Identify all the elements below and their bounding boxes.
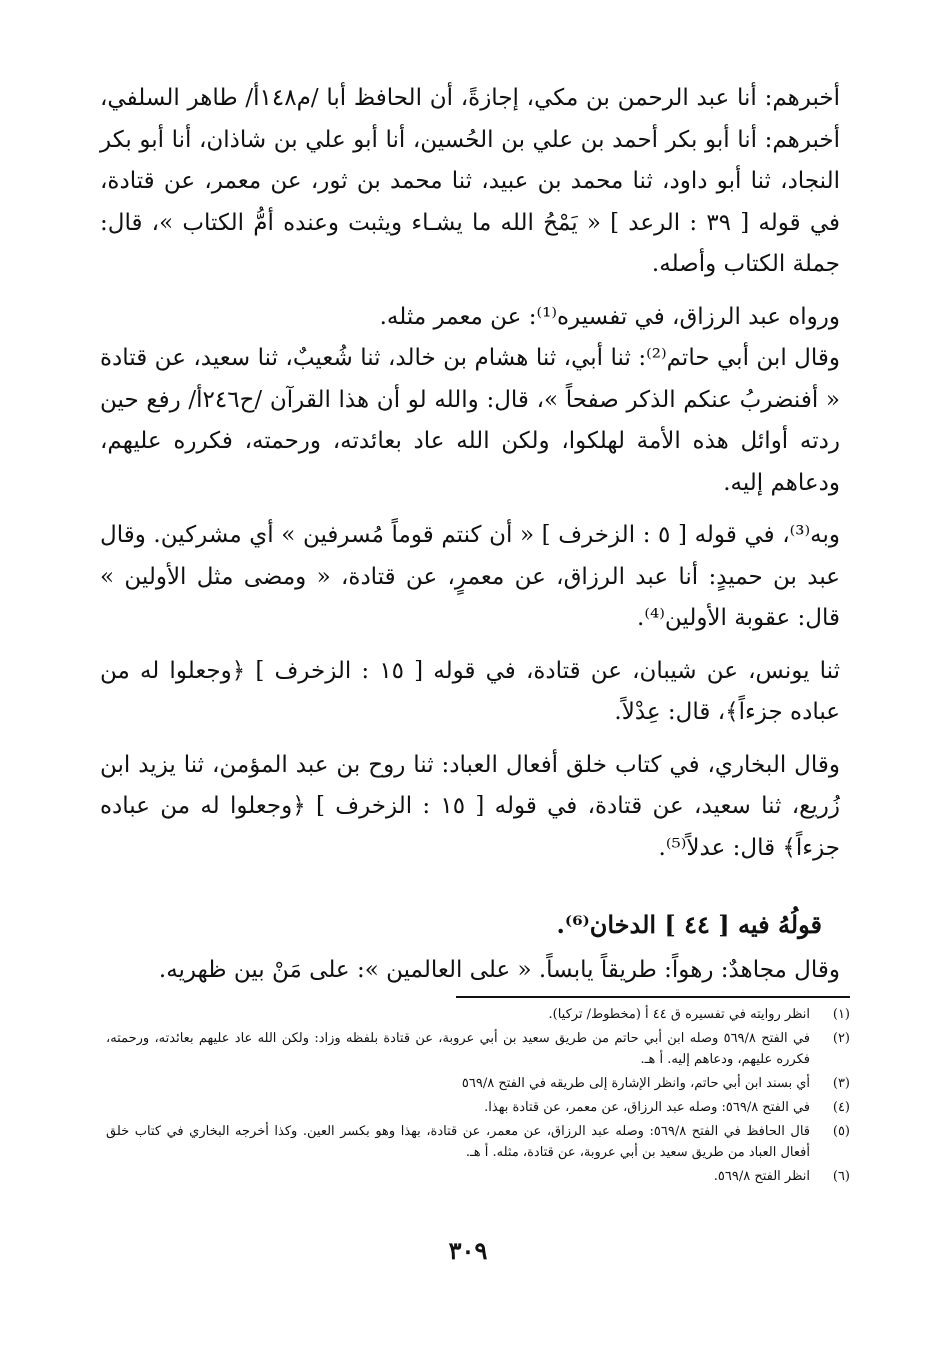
paragraph-3: وقال ابن أبي حاتم⁽²⁾: ثنا أبي، ثنا هشام بن خالد، ثنا شُعيبٌ، ثنا سعيد، عن قتادة « أفنضربُ عنكم الذكر صفحاً »، قال: والله لو أن هذا القرآن /ح٢٤٦أ/ رفع حين ردته أوائل هذه الأمة لهلكوا، ولكن الله عاد بعائدته، ورحمته، فكرره عليهم، ودعاهم إليه. bbox=[100, 345, 840, 496]
section-heading: قولُهُ فيه [ ٤٤ ] الدخان⁽⁶⁾. bbox=[556, 910, 822, 939]
footnote bbox=[106, 1097, 850, 1118]
footnotes bbox=[106, 1004, 850, 1190]
paragraph-6: وقال البخاري، في كتاب خلق أفعال العباد: ثنا روح بن عبد المؤمن، ثنا يزيد ابن زُريع، ثنا سعيد، عن قتادة، في قوله [ ١٥ : الزخرف ] ﴿وجعلوا له من عباده جزءاً﴾ قال: عدلاً⁽⁵⁾. bbox=[100, 751, 840, 861]
footnote-number: (٤) bbox=[832, 1100, 850, 1115]
footnote bbox=[106, 1166, 850, 1187]
main-text bbox=[100, 78, 840, 869]
footnote-text: في الفتح ٥٦٩/٨: وصله عبد الرزاق، عن معمر، عن قتادة بهذا. bbox=[484, 1100, 810, 1115]
paragraph-2: ورواه عبد الرزاق، في تفسيره⁽¹⁾: عن معمر مثله. bbox=[379, 303, 840, 330]
footnote-text: أي بسند ابن أبي حاتم، وانظر الإشارة إلى طريقه في الفتح ٥٦٩/٨ bbox=[461, 1076, 810, 1091]
footnote-number: (١) bbox=[832, 1007, 850, 1022]
paragraph-1: أخبرهم: أنا عبد الرحمن بن مكي، إجازةً، أن الحافظ أبا /م١٤٨أ/ طاهر السلفي، أخبرهم: أنا أبو بكر أحمد بن علي بن الحُسين، أنا أبو علي بن شاذان، أنا أبو بكر النجاد، ثنا أبو داود، ثنا محمد بن عبيد، ثنا محمد بن ثور، عن معمر، عن قتادة، في قوله [ ٣٩ : الرعد ] « يَمْحُ الله ما يشـاء ويثبت وعنده أمُّ الكتاب »، قال: جملة الكتاب وأصله. bbox=[100, 85, 840, 277]
footnote bbox=[106, 1073, 850, 1094]
footnote bbox=[106, 1121, 850, 1163]
page-number: ٣٠٩ bbox=[448, 1236, 488, 1265]
footnote-number: (٢) bbox=[832, 1031, 850, 1046]
footnote-text: انظر روايته في تفسيره ق ٤٤ أ (مخطوط/ تركيا). bbox=[548, 1007, 810, 1022]
footnote-text: في الفتح ٥٦٩/٨ وصله ابن أبي حاتم من طريق سعيد بن أبي عروبة، عن قتادة بلفظه وزاد: ولكن الله عاد عليهم بعائدته، ورحمته، فكرره عليهم، ودعاهم إليه. أ هـ. bbox=[106, 1031, 811, 1067]
footnote-number: (٦) bbox=[832, 1169, 850, 1184]
footnote bbox=[106, 1004, 850, 1025]
paragraph-5: ثنا يونس، عن شيبان، عن قتادة، في قوله [ ١٥ : الزخرف ] ﴿وجعلوا له من عباده جزءاً﴾، قال: عِدْلاً. bbox=[100, 657, 840, 725]
footnote-number: (٣) bbox=[832, 1076, 850, 1091]
paragraph-after-heading: وقال مجاهدٌ: رهواً: طريقاً يابساً. « على العالمين »: على مَنْ بين ظهريه. bbox=[158, 957, 840, 983]
footnote bbox=[106, 1028, 850, 1070]
footnote-text: قال الحافظ في الفتح ٥٦٩/٨: وصله عبد الرزاق، عن معمر، عن قتادة، بهذا وهو بكسر العين. وكذا أخرجه البخاري في كتاب خلق أفعال العباد من طريق سعيد بن أبي عروبة، عن قتادة، مثله. أ هـ. bbox=[106, 1124, 810, 1160]
footnote-text: انظر الفتح ٥٦٩/٨. bbox=[713, 1169, 810, 1184]
footnote-number: (٥) bbox=[832, 1124, 850, 1139]
footnote-divider bbox=[456, 996, 850, 998]
paragraph-4: وبه⁽³⁾، في قوله [ ٥ : الزخرف ] « أن كنتم قوماً مُسرفين » أي مشركين. وقال عبد بن حميدٍ: أنا عبد الرزاق، عن معمرٍ، عن قتادة، « ومضى مثل الأولين » قال: عقوبة الأولين⁽⁴⁾. bbox=[100, 522, 840, 631]
